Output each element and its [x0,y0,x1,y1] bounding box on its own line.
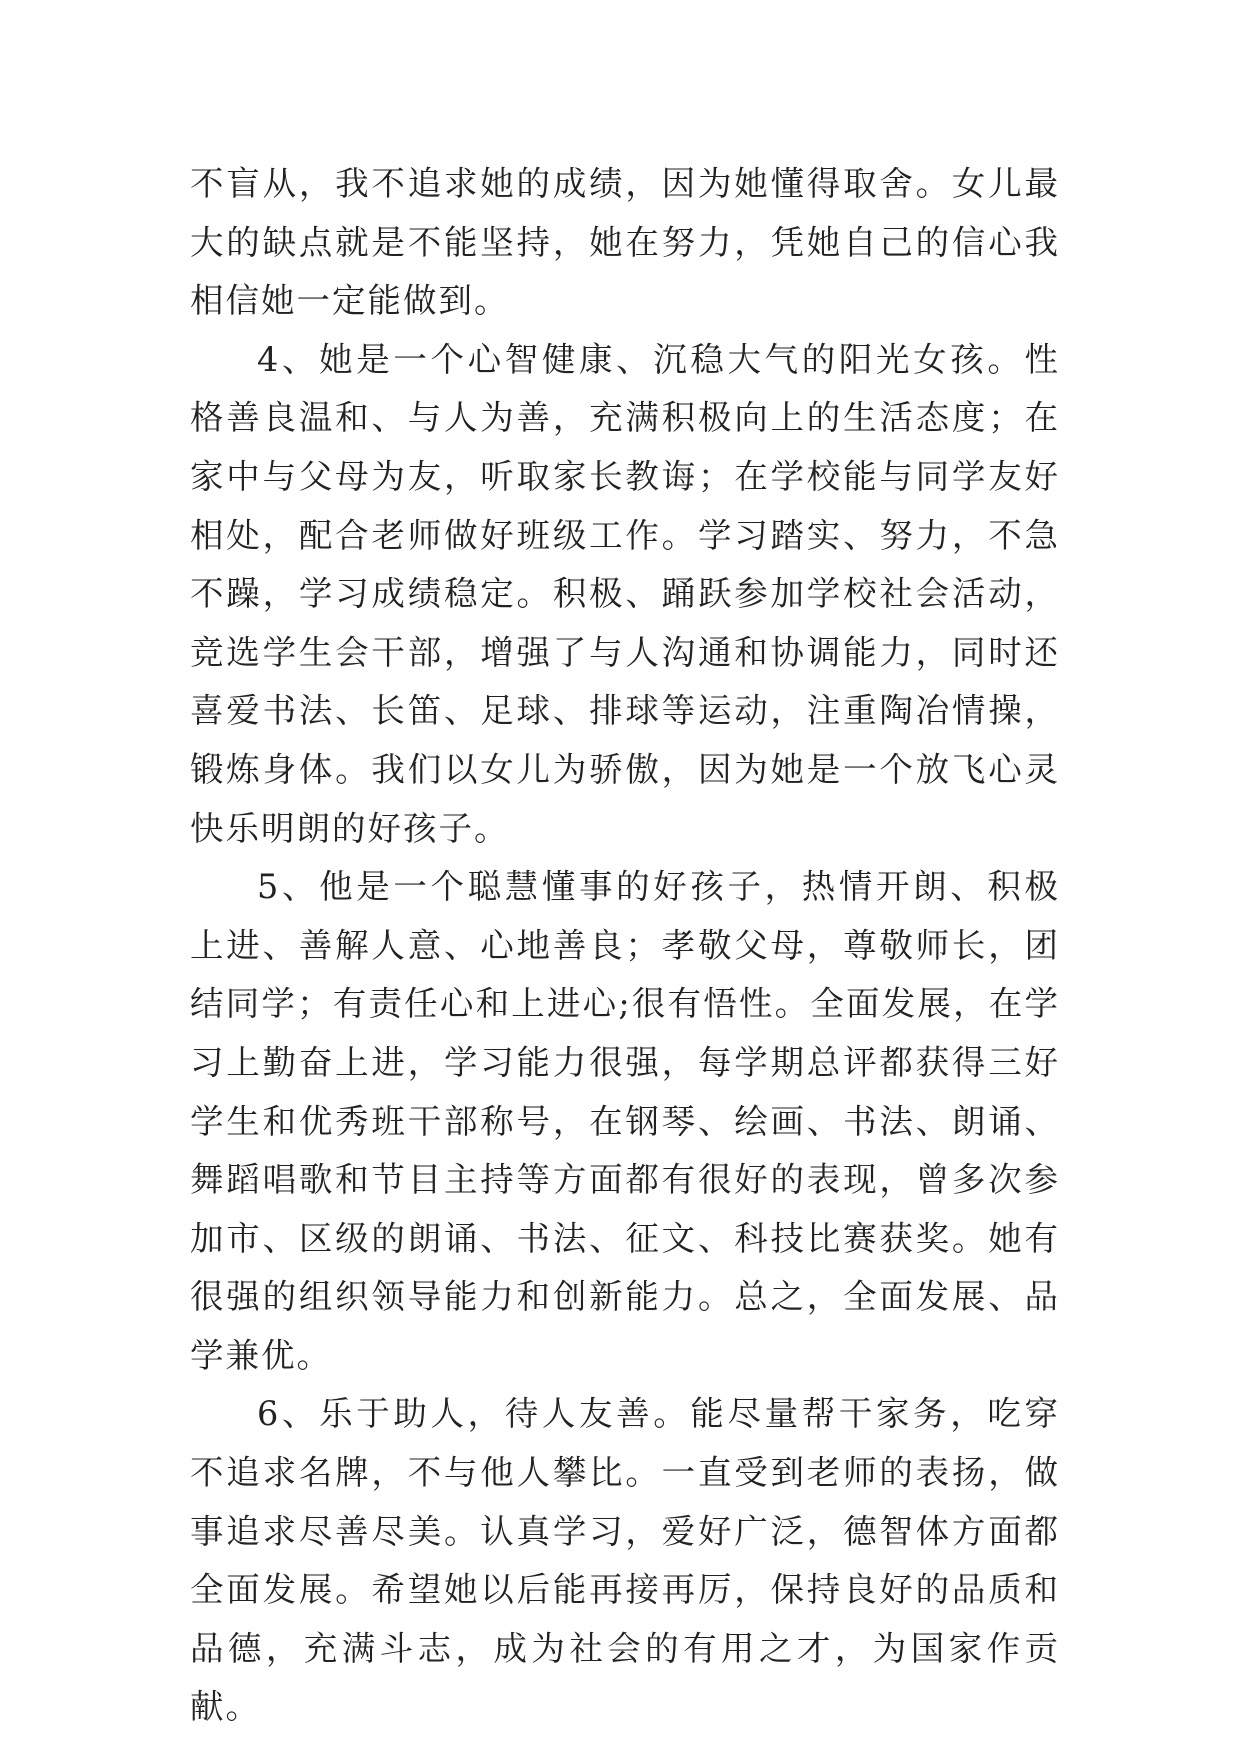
paragraph-item-6: 6、乐于助人，待人友善。能尽量帮干家务，吃穿不追求名牌，不与他人攀比。一直受到老师的表扬，做事追求尽善尽美。认真学习，爱好广泛，德智体方面都全面发展。希望她以后能再接再厉，保持良好的品质和品德，充满斗志，成为社会的有用之才，为国家作贡献。 [190,1394,1060,1727]
paragraph-continuation: 不盲从，我不追求她的成绩，因为她懂得取舍。女儿最大的缺点就是不能坚持，她在努力，凭她自己的信心我相信她一定能做到。 [190,164,1060,321]
document-body [190,155,1060,1737]
paragraph-item-4: 4、她是一个心智健康、沉稳大气的阳光女孩。性格善良温和、与人为善，充满积极向上的生活态度；在家中与父母为友，听取家长教诲；在学校能与同学友好相处，配合老师做好班级工作。学习踏实、努力，不急不躁，学习成绩稳定。积极、踊跃参加学校社会活动，竞选学生会干部，增强了与人沟通和协调能力，同时还喜爱书法、长笛、足球、排球等运动，注重陶冶情操，锻炼身体。我们以女儿为骄傲，因为她是一个放飞心灵快乐明朗的好孩子。 [190,339,1060,848]
paragraph-item-5: 5、他是一个聪慧懂事的好孩子，热情开朗、积极上进、善解人意、心地善良；孝敬父母，尊敬师长，团结同学；有责任心和上进心;很有悟性。全面发展，在学习上勤奋上进，学习能力很强，每学期总评都获得三好学生和优秀班干部称号，在钢琴、绘画、书法、朗诵、舞蹈唱歌和节目主持等方面都有很好的表现，曾多次参加市、区级的朗诵、书法、征文、科技比赛获奖。她有很强的组织领导能力和创新能力。总之，全面发展、品学兼优。 [190,867,1060,1375]
